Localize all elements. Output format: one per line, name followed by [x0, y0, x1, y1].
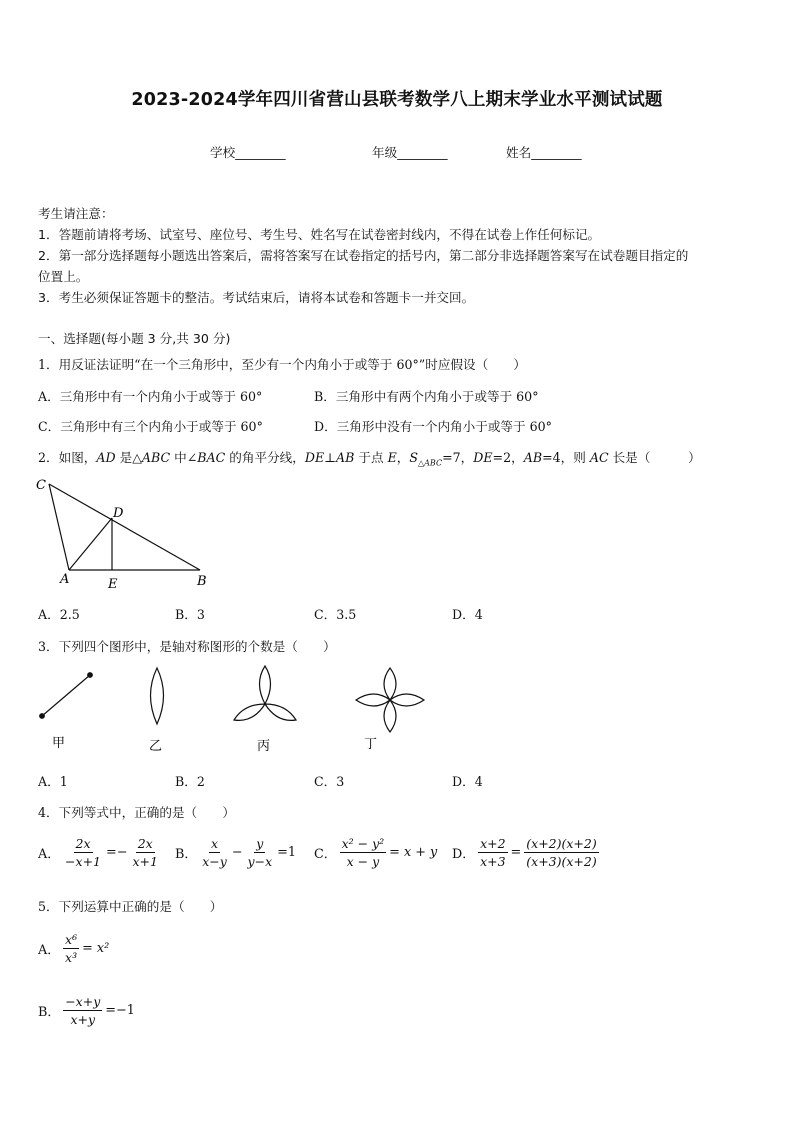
notice-heading: 考生请注意： — [38, 206, 114, 221]
segment-ca — [49, 484, 69, 570]
page-title: 2023-2024学年四川省营山县联考数学八上期末学业水平测试试题 — [131, 90, 663, 110]
q3-option-a: A．1 — [38, 774, 68, 789]
section-heading: 一、选择题(每小题 3 分,共 30 分) — [38, 331, 231, 346]
q3-figures — [30, 660, 430, 760]
q2-triangle-figure — [30, 472, 220, 592]
figure-three-petal — [234, 666, 296, 720]
figure-segment — [40, 673, 93, 719]
q3-option-c: C．3 — [314, 774, 345, 789]
q2-option-b: B．3 — [175, 607, 205, 622]
fraction: $\frac{2x}{x+1}$ — [132, 836, 158, 869]
q5-option-a: A． $\frac{\text{x⁶}}{\text{x³}}$ = x² — [38, 932, 110, 965]
fraction: $\frac{x}{x-y}$ — [202, 836, 227, 869]
q2-option-c: C．3.5 — [314, 607, 357, 622]
fraction: $\frac{\text{x⁶}}{\text{x³}}$ — [65, 932, 78, 965]
label-e: E — [108, 577, 118, 592]
q1-option-d: D．三角形中没有一个内角小于或等于 60° — [314, 419, 552, 434]
q4-option-a: A． $\frac{2x}{-x+1}$ =− $\frac{2x}{x+1}$ — [38, 836, 158, 869]
q5-stem: 5．下列运算中正确的是（ ） — [38, 899, 223, 914]
q3-option-d: D．4 — [452, 774, 483, 789]
notice-item-1: 1．答题前请将考场、试室号、座位号、考生号、姓名写在试卷密封线内，不得在试卷上作任何标记。 — [38, 227, 601, 242]
grade-field: 年级________ — [372, 145, 448, 160]
fraction: $\frac{-x+y}{x+y}$ — [65, 994, 101, 1027]
fraction: $\frac{\text{x² − y²}}{x - y}$ — [341, 836, 385, 869]
q4-option-c: C． $\frac{\text{x² − y²}}{x - y}$ = x + y — [314, 836, 438, 869]
q1-option-b: B．三角形中有两个内角小于或等于 60° — [314, 389, 539, 404]
fig-label-jia: 甲 — [52, 736, 66, 751]
segment-cb — [49, 484, 200, 570]
q2-option-a: A．2.5 — [38, 607, 80, 622]
q4-stem: 4．下列等式中，正确的是（ ） — [38, 805, 235, 820]
fraction: $\frac{y}{y-x}$ — [247, 836, 273, 869]
name-field: 姓名________ — [506, 145, 582, 160]
fig-label-ding: 丁 — [364, 737, 378, 752]
fraction: $\frac{2x}{-x+1}$ — [65, 836, 101, 869]
q4-option-b: B． $\frac{x}{x-y}$ − $\frac{y}{y-x}$ =1 — [175, 836, 296, 869]
school-field: 学校________ — [210, 145, 286, 160]
fig-label-yi: 乙 — [149, 739, 163, 754]
figure-lens — [151, 668, 164, 724]
label-a: A — [60, 572, 70, 587]
q4-option-d: D． $\frac{x+2}{x+3}$ = $\frac{(x+2)(x+2)}{(x+3)(x+2)}$ — [452, 836, 597, 869]
q5-option-b: B． $\frac{-x+y}{x+y}$ =−1 — [38, 994, 135, 1027]
q2-option-d: D．4 — [452, 607, 483, 622]
label-d: D — [113, 506, 124, 521]
segment-ad — [69, 518, 112, 570]
q1-option-c: C．三角形中有三个内角小于或等于 60° — [38, 419, 263, 434]
q2-stem: 2．如图，AD 是△ABC 中∠BAC 的角平分线，DE⊥AB 于点 E，$S_{\triangle ABC}=7$，DE=2，AB=4，则 AC 长是（ ） — [38, 450, 701, 468]
notice-item-2: 2．第一部分选择题每小题选出答案后，需将答案写在试卷指定的括号内，第二部分非选择题答案写在试卷题目指定的 — [38, 248, 689, 263]
fraction: $\frac{(x+2)(x+2)}{(x+3)(x+2)}$ — [526, 836, 597, 869]
fraction: $\frac{x+2}{x+3}$ — [480, 836, 506, 869]
figure-four-petal — [356, 668, 424, 732]
q3-option-b: B．2 — [175, 774, 205, 789]
q3-stem: 3．下列四个图形中，是轴对称图形的个数是（ ） — [38, 639, 336, 654]
q1-stem: 1．用反证法证明“在一个三角形中，至少有一个内角小于或等于 60°”时应假设（ ） — [38, 357, 526, 372]
notice-item-2-cont: 位置上。 — [38, 269, 89, 284]
label-b: B — [197, 574, 207, 589]
q1-option-a: A．三角形中有一个内角小于或等于 60° — [38, 389, 263, 404]
label-c: C — [36, 478, 46, 493]
fig-label-bing: 丙 — [257, 739, 271, 754]
notice-item-3: 3．考生必须保证答题卡的整洁。考试结束后，请将本试卷和答题卡一并交回。 — [38, 290, 475, 305]
